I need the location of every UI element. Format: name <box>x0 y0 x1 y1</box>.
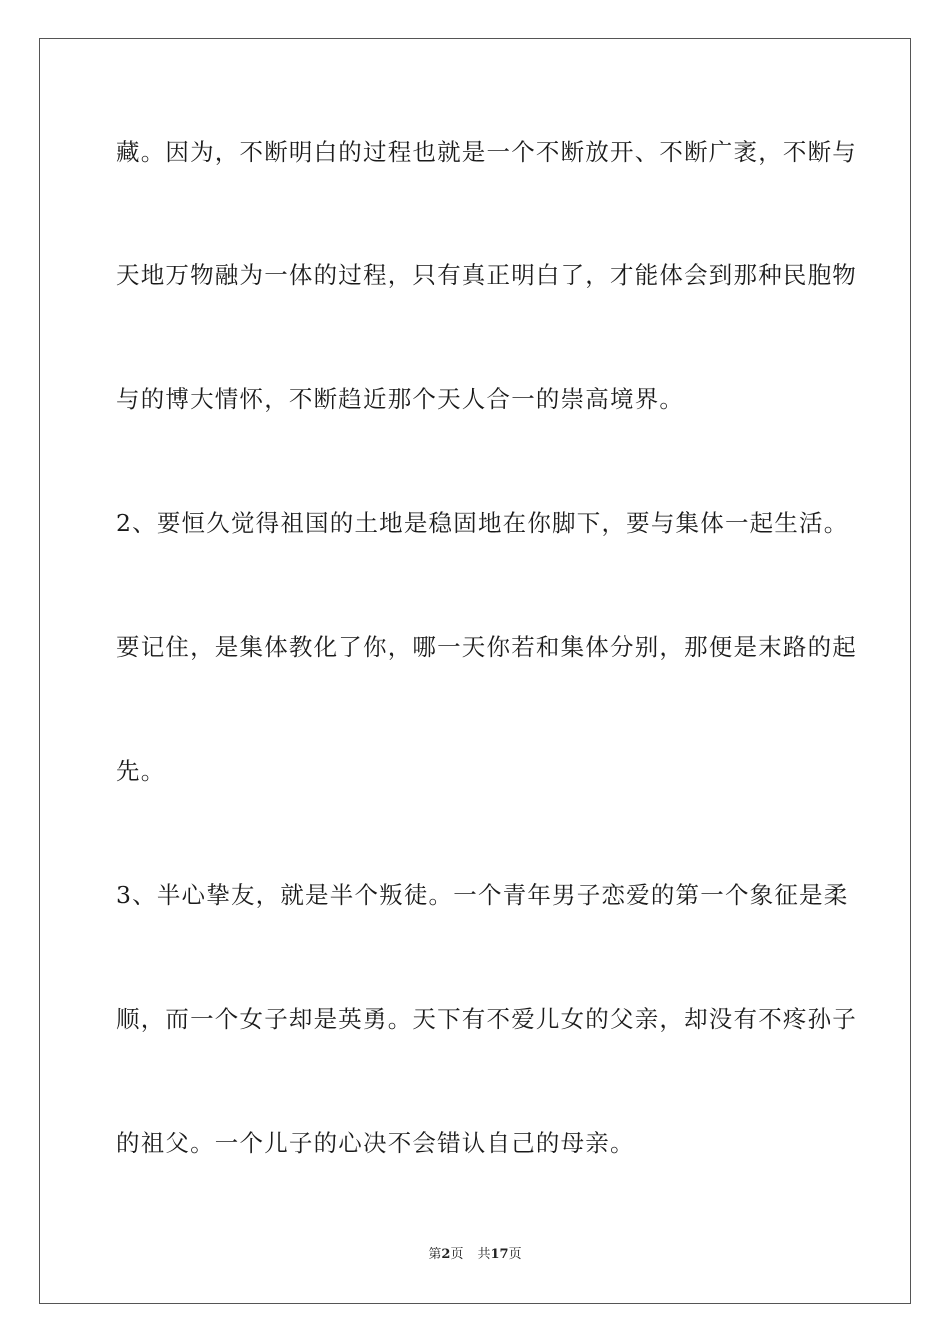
text-line: 要记住，是集体教化了你，哪一天你若和集体分别，那便是末路的起 <box>116 633 857 661</box>
text-line: 先。 <box>116 757 166 785</box>
total-pages-prefix: 共 <box>477 1247 491 1262</box>
text-line: 2、要恒久觉得祖国的土地是稳固地在你脚下，要与集体一起生活。 <box>116 509 849 537</box>
text-line: 顺，而一个女子却是英勇。天下有不爱儿女的父亲，却没有不疼孙子 <box>116 1005 857 1033</box>
page-footer <box>0 1247 950 1263</box>
text-line: 3、半心挚友，就是半个叛徒。一个青年男子恋爱的第一个象征是柔 <box>116 881 849 909</box>
text-line: 天地万物融为一体的过程，只有真正明白了，才能体会到那种民胞物 <box>116 261 857 289</box>
page-border <box>39 38 911 1304</box>
total-pages-suffix: 页 <box>508 1247 522 1262</box>
page-number-suffix: 页 <box>450 1247 464 1262</box>
page-number-prefix: 第 <box>428 1247 442 1262</box>
text-line: 与的博大情怀，不断趋近那个天人合一的崇高境界。 <box>116 385 685 413</box>
page-number: 2 <box>441 1247 451 1262</box>
text-line: 的祖父。一个儿子的心决不会错认自己的母亲。 <box>116 1129 635 1157</box>
text-line: 藏。因为，不断明白的过程也就是一个不断放开、不断广袤，不断与 <box>116 138 857 166</box>
total-pages: 17 <box>490 1247 509 1262</box>
